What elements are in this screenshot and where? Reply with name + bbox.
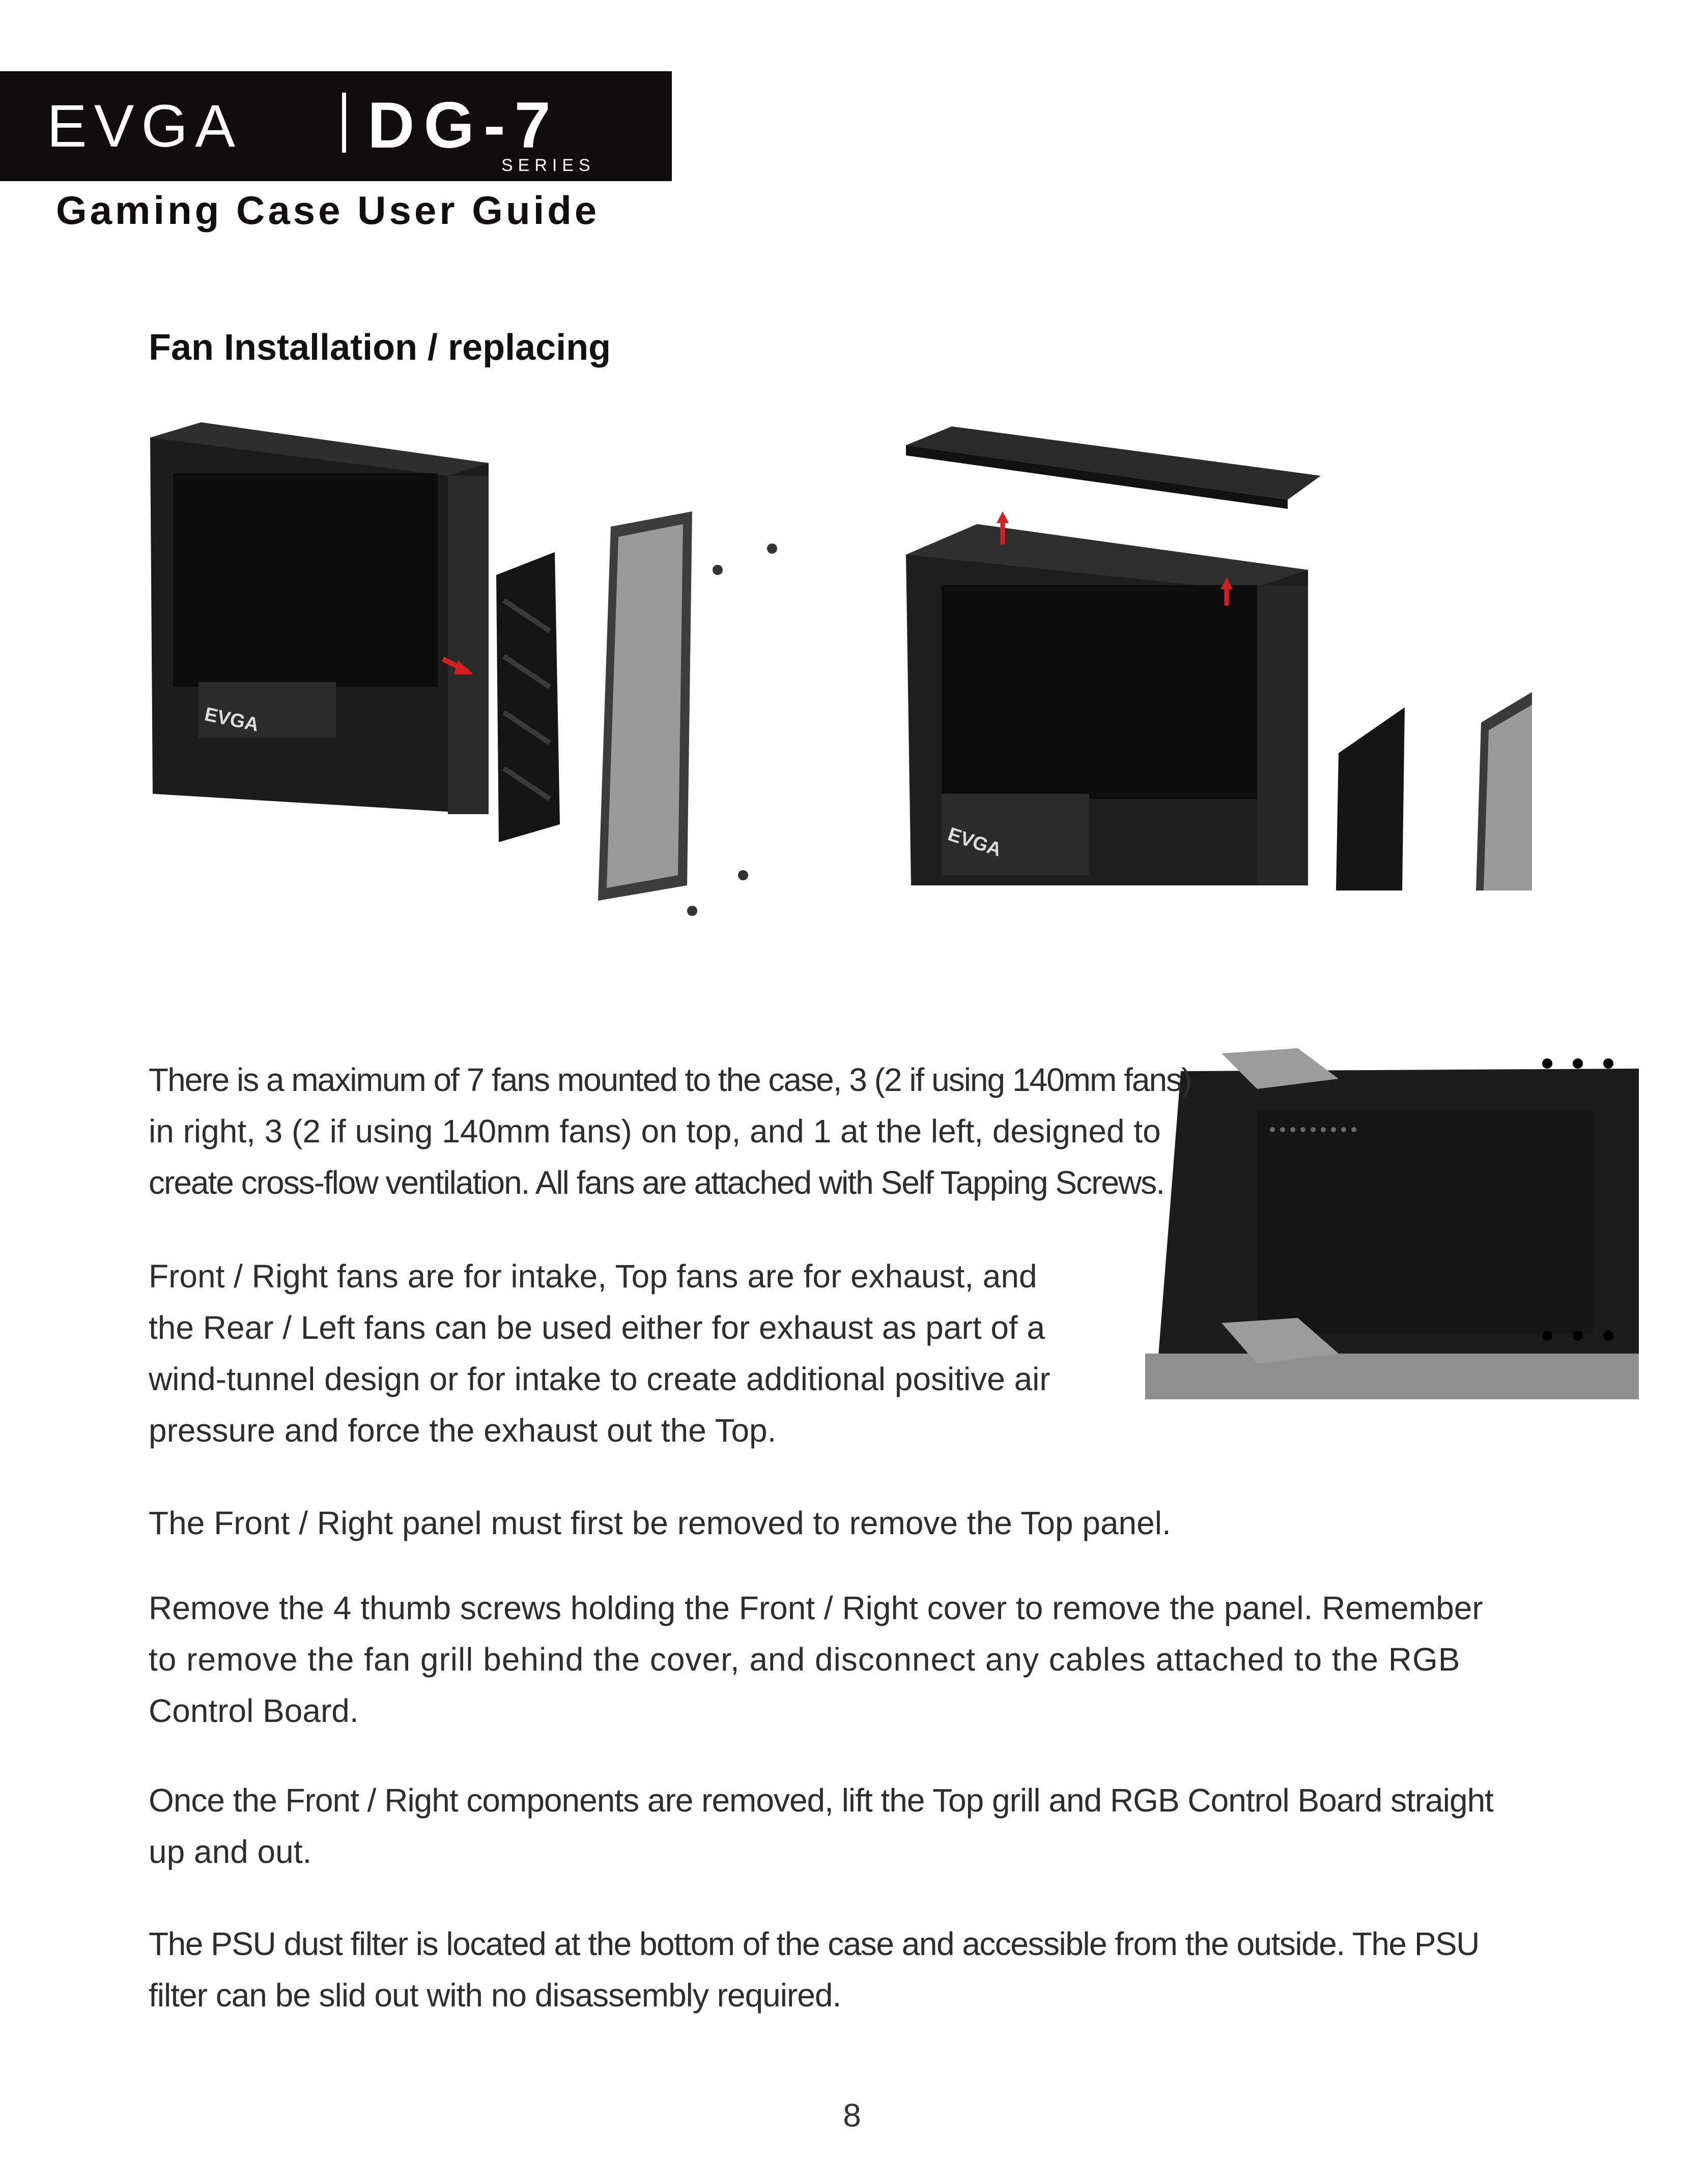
paragraph-line: the Rear / Left fans can be used either for exhaust as part of a bbox=[149, 1309, 1045, 1346]
figure-bottom-view bbox=[1145, 1048, 1639, 1399]
paragraph-line: The PSU dust filter is located at the bottom of the case and accessible from the outside. The PSU bbox=[149, 1926, 1479, 1962]
fan-grill bbox=[496, 552, 560, 842]
paragraph-line: The Front / Right panel must first be removed to remove the Top panel. bbox=[149, 1505, 1171, 1541]
section-heading: Fan Installation / replacing bbox=[149, 327, 611, 368]
series-name-text: DG-7 bbox=[367, 89, 560, 162]
paragraph-line: There is a maximum of 7 fans mounted to the case, 3 (2 if using 140mm fans) bbox=[149, 1061, 1191, 1098]
vent-holes bbox=[1270, 1127, 1356, 1132]
case-front-edge-2 bbox=[1257, 585, 1308, 885]
paragraph-line: in right, 3 (2 if using 140mm fans) on top, and 1 at the left, designed to bbox=[149, 1113, 1161, 1150]
page-number: 8 bbox=[843, 2097, 861, 2134]
paragraph-line: create cross-flow ventilation. All fans are attached with Self Tapping Screws. bbox=[149, 1164, 1164, 1201]
series-sub-text: SERIES bbox=[501, 156, 595, 175]
case-logo-text-2: EVGA bbox=[945, 823, 1004, 861]
case-front-edge bbox=[448, 476, 489, 814]
thumb-screw-4 bbox=[687, 906, 697, 916]
front-panel-glass-2 bbox=[1484, 705, 1532, 890]
thumb-screw-1 bbox=[767, 543, 777, 554]
guide-title: Gaming Case User Guide bbox=[56, 188, 600, 233]
paragraph-line: wind-tunnel design or for intake to create additional positive air bbox=[149, 1361, 1050, 1397]
brand-banner bbox=[0, 71, 672, 181]
figure-top-panel-removal bbox=[901, 417, 1547, 890]
paragraph-line: filter can be slid out with no disassembly required. bbox=[149, 1977, 841, 2014]
red-arrow-head-up-1 bbox=[997, 511, 1009, 523]
case-logo-text: EVGA bbox=[203, 703, 261, 736]
figure-exploded-case bbox=[143, 417, 794, 941]
fan-grill-2 bbox=[1336, 707, 1405, 890]
psu-dust-filter bbox=[1257, 1109, 1593, 1333]
case-interior-2 bbox=[942, 585, 1257, 799]
brand-logo bbox=[0, 71, 672, 181]
thumb-screw-2 bbox=[713, 565, 723, 575]
evga-logo-text: EVGA bbox=[47, 93, 242, 160]
paragraph-line: Front / Right fans are for intake, Top fans are for exhaust, and bbox=[149, 1258, 1037, 1295]
paragraph-line: up and out. bbox=[149, 1833, 312, 1870]
paragraph-line: to remove the fan grill behind the cover, and disconnect any cables attached to the RGB bbox=[149, 1641, 1461, 1678]
case-bottom-edge bbox=[1145, 1354, 1639, 1399]
paragraph-line: pressure and force the exhaust out the Top. bbox=[149, 1412, 777, 1449]
paragraph-line: Once the Front / Right components are removed, lift the Top grill and RGB Control Board straight bbox=[149, 1782, 1493, 1819]
case-interior bbox=[173, 473, 438, 687]
logo-divider bbox=[342, 93, 346, 153]
front-panel-glass bbox=[607, 524, 683, 888]
paragraph-line: Control Board. bbox=[149, 1692, 359, 1729]
paragraph-line: Remove the 4 thumb screws holding the Front / Right cover to remove the panel. Remember bbox=[149, 1590, 1483, 1626]
thumb-screw-3 bbox=[738, 870, 748, 880]
